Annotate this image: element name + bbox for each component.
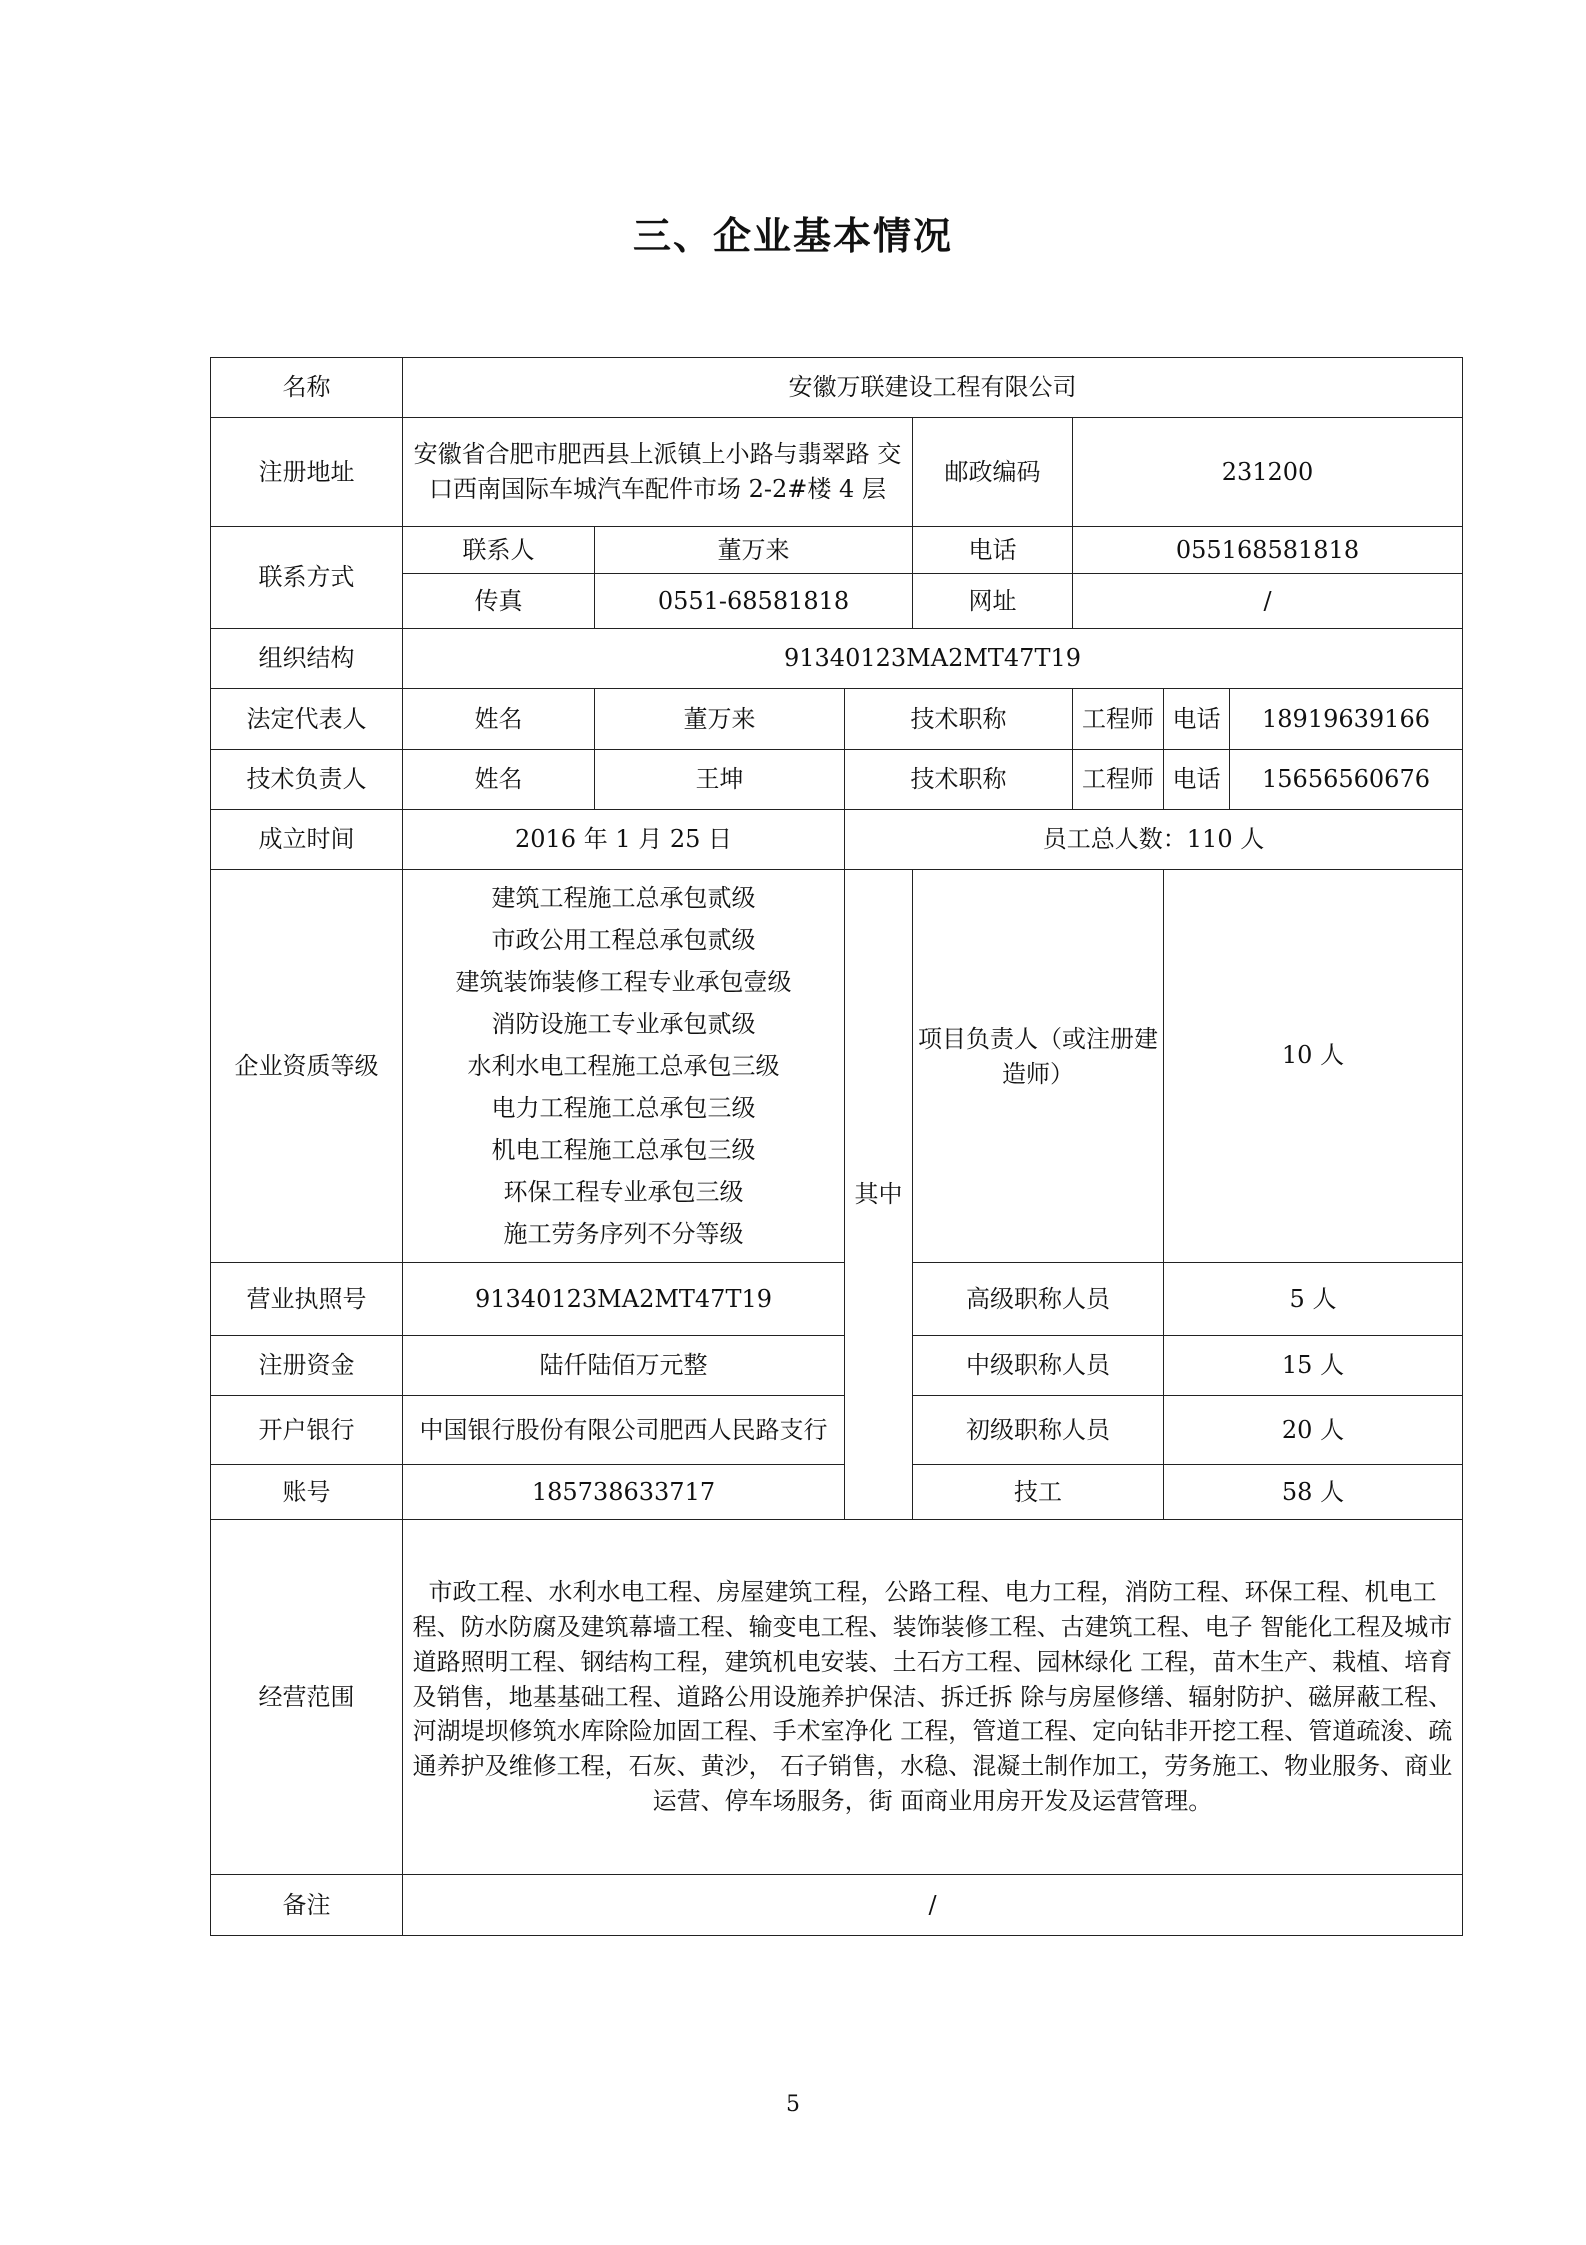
row-capital bbox=[211, 1336, 1463, 1396]
tech-lead-title-label: 技术职称 bbox=[845, 750, 1073, 810]
scope-value: 市政工程、水利水电工程、房屋建筑工程，公路工程、电力工程，消防工程、环保工程、机电工程、防水防腐及建筑幕墙工程、输变电工程、装饰装修工程、古建筑工程、电子 智能化工程及城市道路照明工程、钢结构工程，建筑机电安装、土石方工程、园林绿化 工程，苗木生产、栽植、培育及销售，地基基础工程、道路公用设施养护保洁、拆迁拆 除与房屋修缮、辐射防护、磁屏蔽工程、河湖堤坝修筑水库除险加固工程、手术室净化 工程，管道工程、定向钻非开挖工程、管道疏浚、疏通养护及维修工程，石灰、黄沙， 石子销售，水稳、混凝土制作加工，劳务施工、物业服务、商业运营、停车场服务，街 面商业用房开发及运营管理。 bbox=[403, 1520, 1463, 1875]
capital-value: 陆仟陆佰万元整 bbox=[403, 1336, 845, 1396]
tech-lead-title: 工程师 bbox=[1073, 750, 1164, 810]
qualification-item: 消防设施工专业承包贰级 bbox=[491, 1010, 756, 1038]
row-license bbox=[211, 1263, 1463, 1336]
org-label: 组织结构 bbox=[211, 629, 403, 689]
fax-value: 0551-68581818 bbox=[595, 574, 913, 629]
junior-staff-label: 初级职称人员 bbox=[913, 1396, 1164, 1465]
qualification-item: 建筑工程施工总承包贰级 bbox=[491, 884, 756, 912]
legal-rep-phone-label: 电话 bbox=[1164, 689, 1230, 750]
legal-rep-name: 董万来 bbox=[595, 689, 845, 750]
contact-phone-value: 055168581818 bbox=[1073, 527, 1463, 574]
website-value: / bbox=[1073, 574, 1463, 629]
page-number: 5 bbox=[786, 2092, 800, 2117]
row-scope bbox=[211, 1520, 1463, 1875]
technician-label: 技工 bbox=[913, 1465, 1164, 1520]
row-tech-lead bbox=[211, 750, 1463, 810]
remark-label: 备注 bbox=[211, 1875, 403, 1936]
contact-person-value: 董万来 bbox=[595, 527, 913, 574]
project-manager-value: 10 人 bbox=[1164, 870, 1463, 1263]
address-label: 注册地址 bbox=[211, 418, 403, 527]
row-qualification bbox=[211, 870, 1463, 1263]
qualification-item: 环保工程专业承包三级 bbox=[503, 1178, 744, 1206]
qualification-label: 企业资质等级 bbox=[211, 870, 403, 1263]
row-contact-1 bbox=[211, 527, 1463, 574]
company-info-table bbox=[210, 357, 1463, 1936]
row-founded bbox=[211, 810, 1463, 870]
bank-value: 中国银行股份有限公司肥西人民路支行 bbox=[403, 1396, 845, 1465]
tech-lead-phone-label: 电话 bbox=[1164, 750, 1230, 810]
scope-label: 经营范围 bbox=[211, 1520, 403, 1875]
legal-rep-title-label: 技术职称 bbox=[845, 689, 1073, 750]
account-label: 账号 bbox=[211, 1465, 403, 1520]
qualification-item: 电力工程施工总承包三级 bbox=[491, 1094, 756, 1122]
founded-label: 成立时间 bbox=[211, 810, 403, 870]
license-label: 营业执照号 bbox=[211, 1263, 403, 1336]
tech-lead-name: 王坤 bbox=[595, 750, 845, 810]
founded-value: 2016 年 1 月 25 日 bbox=[403, 810, 845, 870]
senior-staff-value: 5 人 bbox=[1164, 1263, 1463, 1336]
qualification-item: 市政公用工程总承包贰级 bbox=[491, 926, 756, 954]
qualification-item: 机电工程施工总承包三级 bbox=[491, 1136, 756, 1164]
among-label: 其中 bbox=[845, 870, 913, 1520]
legal-rep-name-label: 姓名 bbox=[403, 689, 595, 750]
legal-rep-label: 法定代表人 bbox=[211, 689, 403, 750]
page-title: 三、企业基本情况 bbox=[632, 213, 953, 258]
company-name: 安徽万联建设工程有限公司 bbox=[403, 358, 1463, 418]
account-value: 185738633717 bbox=[403, 1465, 845, 1520]
row-address bbox=[211, 418, 1463, 527]
row-account bbox=[211, 1465, 1463, 1520]
row-bank bbox=[211, 1396, 1463, 1465]
contact-phone-label: 电话 bbox=[913, 527, 1073, 574]
mid-staff-value: 15 人 bbox=[1164, 1336, 1463, 1396]
row-name bbox=[211, 358, 1463, 418]
tech-lead-name-label: 姓名 bbox=[403, 750, 595, 810]
name-label: 名称 bbox=[211, 358, 403, 418]
row-org bbox=[211, 629, 1463, 689]
capital-label: 注册资金 bbox=[211, 1336, 403, 1396]
senior-staff-label: 高级职称人员 bbox=[913, 1263, 1164, 1336]
tech-lead-phone: 15656560676 bbox=[1230, 750, 1463, 810]
license-value: 91340123MA2MT47T19 bbox=[403, 1263, 845, 1336]
mid-staff-label: 中级职称人员 bbox=[913, 1336, 1164, 1396]
qualification-list bbox=[403, 870, 845, 1263]
org-value: 91340123MA2MT47T19 bbox=[403, 629, 1463, 689]
postal-value: 231200 bbox=[1073, 418, 1463, 527]
website-label: 网址 bbox=[913, 574, 1073, 629]
row-legal-rep bbox=[211, 689, 1463, 750]
fax-label: 传真 bbox=[403, 574, 595, 629]
row-remark bbox=[211, 1875, 1463, 1936]
project-manager-label: 项目负责人（或注册建造师） bbox=[913, 870, 1164, 1263]
remark-value: / bbox=[403, 1875, 1463, 1936]
contact-person-label: 联系人 bbox=[403, 527, 595, 574]
technician-value: 58 人 bbox=[1164, 1465, 1463, 1520]
bank-label: 开户银行 bbox=[211, 1396, 403, 1465]
contact-label: 联系方式 bbox=[211, 527, 403, 629]
junior-staff-value: 20 人 bbox=[1164, 1396, 1463, 1465]
legal-rep-title: 工程师 bbox=[1073, 689, 1164, 750]
qualification-item: 水利水电工程施工总承包三级 bbox=[467, 1052, 780, 1080]
address-value: 安徽省合肥市肥西县上派镇上小路与翡翠路 交口西南国际车城汽车配件市场 2-2#楼 4 层 bbox=[403, 418, 913, 527]
tech-lead-label: 技术负责人 bbox=[211, 750, 403, 810]
staff-total: 员工总人数：110 人 bbox=[845, 810, 1463, 870]
postal-label: 邮政编码 bbox=[913, 418, 1073, 527]
qualification-item: 施工劳务序列不分等级 bbox=[503, 1220, 744, 1248]
legal-rep-phone: 18919639166 bbox=[1230, 689, 1463, 750]
qualification-item: 建筑装饰装修工程专业承包壹级 bbox=[455, 968, 792, 996]
